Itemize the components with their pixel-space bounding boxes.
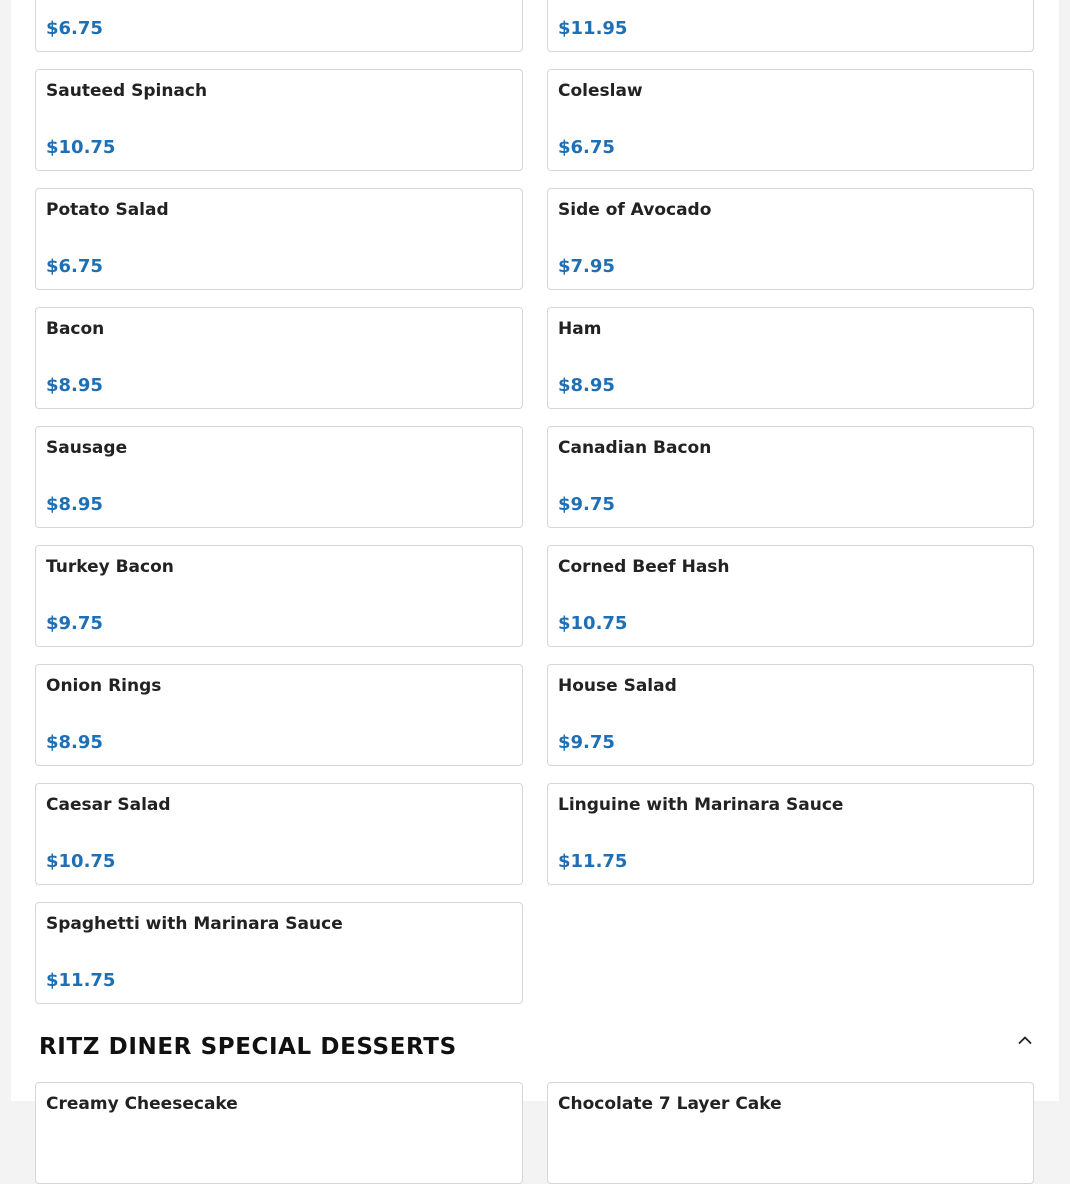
menu-item-name: Sauteed Spinach xyxy=(46,81,208,101)
sides-item-grid xyxy=(35,0,1034,1004)
menu-item-price: $9.75 xyxy=(558,732,615,753)
menu-item-price: $8.95 xyxy=(46,494,103,515)
menu-item-name: Coleslaw xyxy=(558,81,643,101)
menu-item-price: $9.75 xyxy=(558,494,615,515)
menu-item-card[interactable] xyxy=(547,307,1034,409)
menu-item-name: Onion Rings xyxy=(46,676,162,696)
menu-item-card[interactable] xyxy=(547,783,1034,885)
chevron-up-icon[interactable] xyxy=(1017,1032,1033,1048)
menu-item-name: Creamy Cheesecake xyxy=(46,1094,238,1114)
menu-item-price: $10.75 xyxy=(46,851,116,872)
desserts-item-grid xyxy=(35,1082,1034,1184)
menu-item-card[interactable] xyxy=(547,188,1034,290)
menu-item-card[interactable] xyxy=(35,0,523,52)
menu-item-price: $8.95 xyxy=(46,732,103,753)
menu-item-card[interactable] xyxy=(35,69,523,171)
menu-item-price: $10.75 xyxy=(558,613,628,634)
menu-item-card[interactable] xyxy=(547,545,1034,647)
menu-item-price: $11.75 xyxy=(558,851,628,872)
menu-item-price: $10.75 xyxy=(46,137,116,158)
menu-item-price: $8.95 xyxy=(558,375,615,396)
menu-item-card[interactable] xyxy=(35,545,523,647)
menu-item-card[interactable] xyxy=(35,188,523,290)
menu-item-name: Bacon xyxy=(46,319,105,339)
menu-item-card[interactable] xyxy=(547,1082,1034,1184)
menu-item-price: $6.75 xyxy=(558,137,615,158)
menu-item-price: $7.95 xyxy=(558,256,615,277)
menu-item-name: Turkey Bacon xyxy=(46,557,174,577)
menu-item-name: Linguine with Marinara Sauce xyxy=(558,795,844,815)
section-title: RITZ DINER SPECIAL DESSERTS xyxy=(39,1034,457,1060)
menu-item-card[interactable] xyxy=(547,664,1034,766)
menu-item-price: $11.75 xyxy=(46,970,116,991)
menu-item-card[interactable] xyxy=(35,664,523,766)
menu-item-price: $6.75 xyxy=(46,256,103,277)
menu-item-name: Side of Avocado xyxy=(558,200,712,220)
menu-item-price: $8.95 xyxy=(46,375,103,396)
menu-item-card[interactable] xyxy=(547,426,1034,528)
menu-item-name: Spaghetti with Marinara Sauce xyxy=(46,914,343,934)
menu-item-price: $11.95 xyxy=(558,18,628,39)
menu-item-name: Ham xyxy=(558,319,602,339)
menu-item-name: Sausage xyxy=(46,438,128,458)
menu-item-name: Potato Salad xyxy=(46,200,169,220)
menu-item-name: Corned Beef Hash xyxy=(558,557,730,577)
menu-item-name: House Salad xyxy=(558,676,677,696)
menu-item-price: $9.75 xyxy=(46,613,103,634)
desserts-section-header[interactable] xyxy=(39,1030,1033,1064)
menu-item-name: Canadian Bacon xyxy=(558,438,712,458)
menu-item-name: Caesar Salad xyxy=(46,795,171,815)
menu-item-name: Chocolate 7 Layer Cake xyxy=(558,1094,782,1114)
menu-item-card[interactable] xyxy=(35,426,523,528)
menu-panel xyxy=(11,0,1059,1114)
menu-item-card[interactable] xyxy=(35,1082,523,1184)
menu-item-price: $6.75 xyxy=(46,18,103,39)
menu-item-card[interactable] xyxy=(547,69,1034,171)
menu-item-card[interactable] xyxy=(547,0,1034,52)
menu-item-card[interactable] xyxy=(35,307,523,409)
menu-item-card[interactable] xyxy=(35,902,523,1004)
menu-item-card[interactable] xyxy=(35,783,523,885)
